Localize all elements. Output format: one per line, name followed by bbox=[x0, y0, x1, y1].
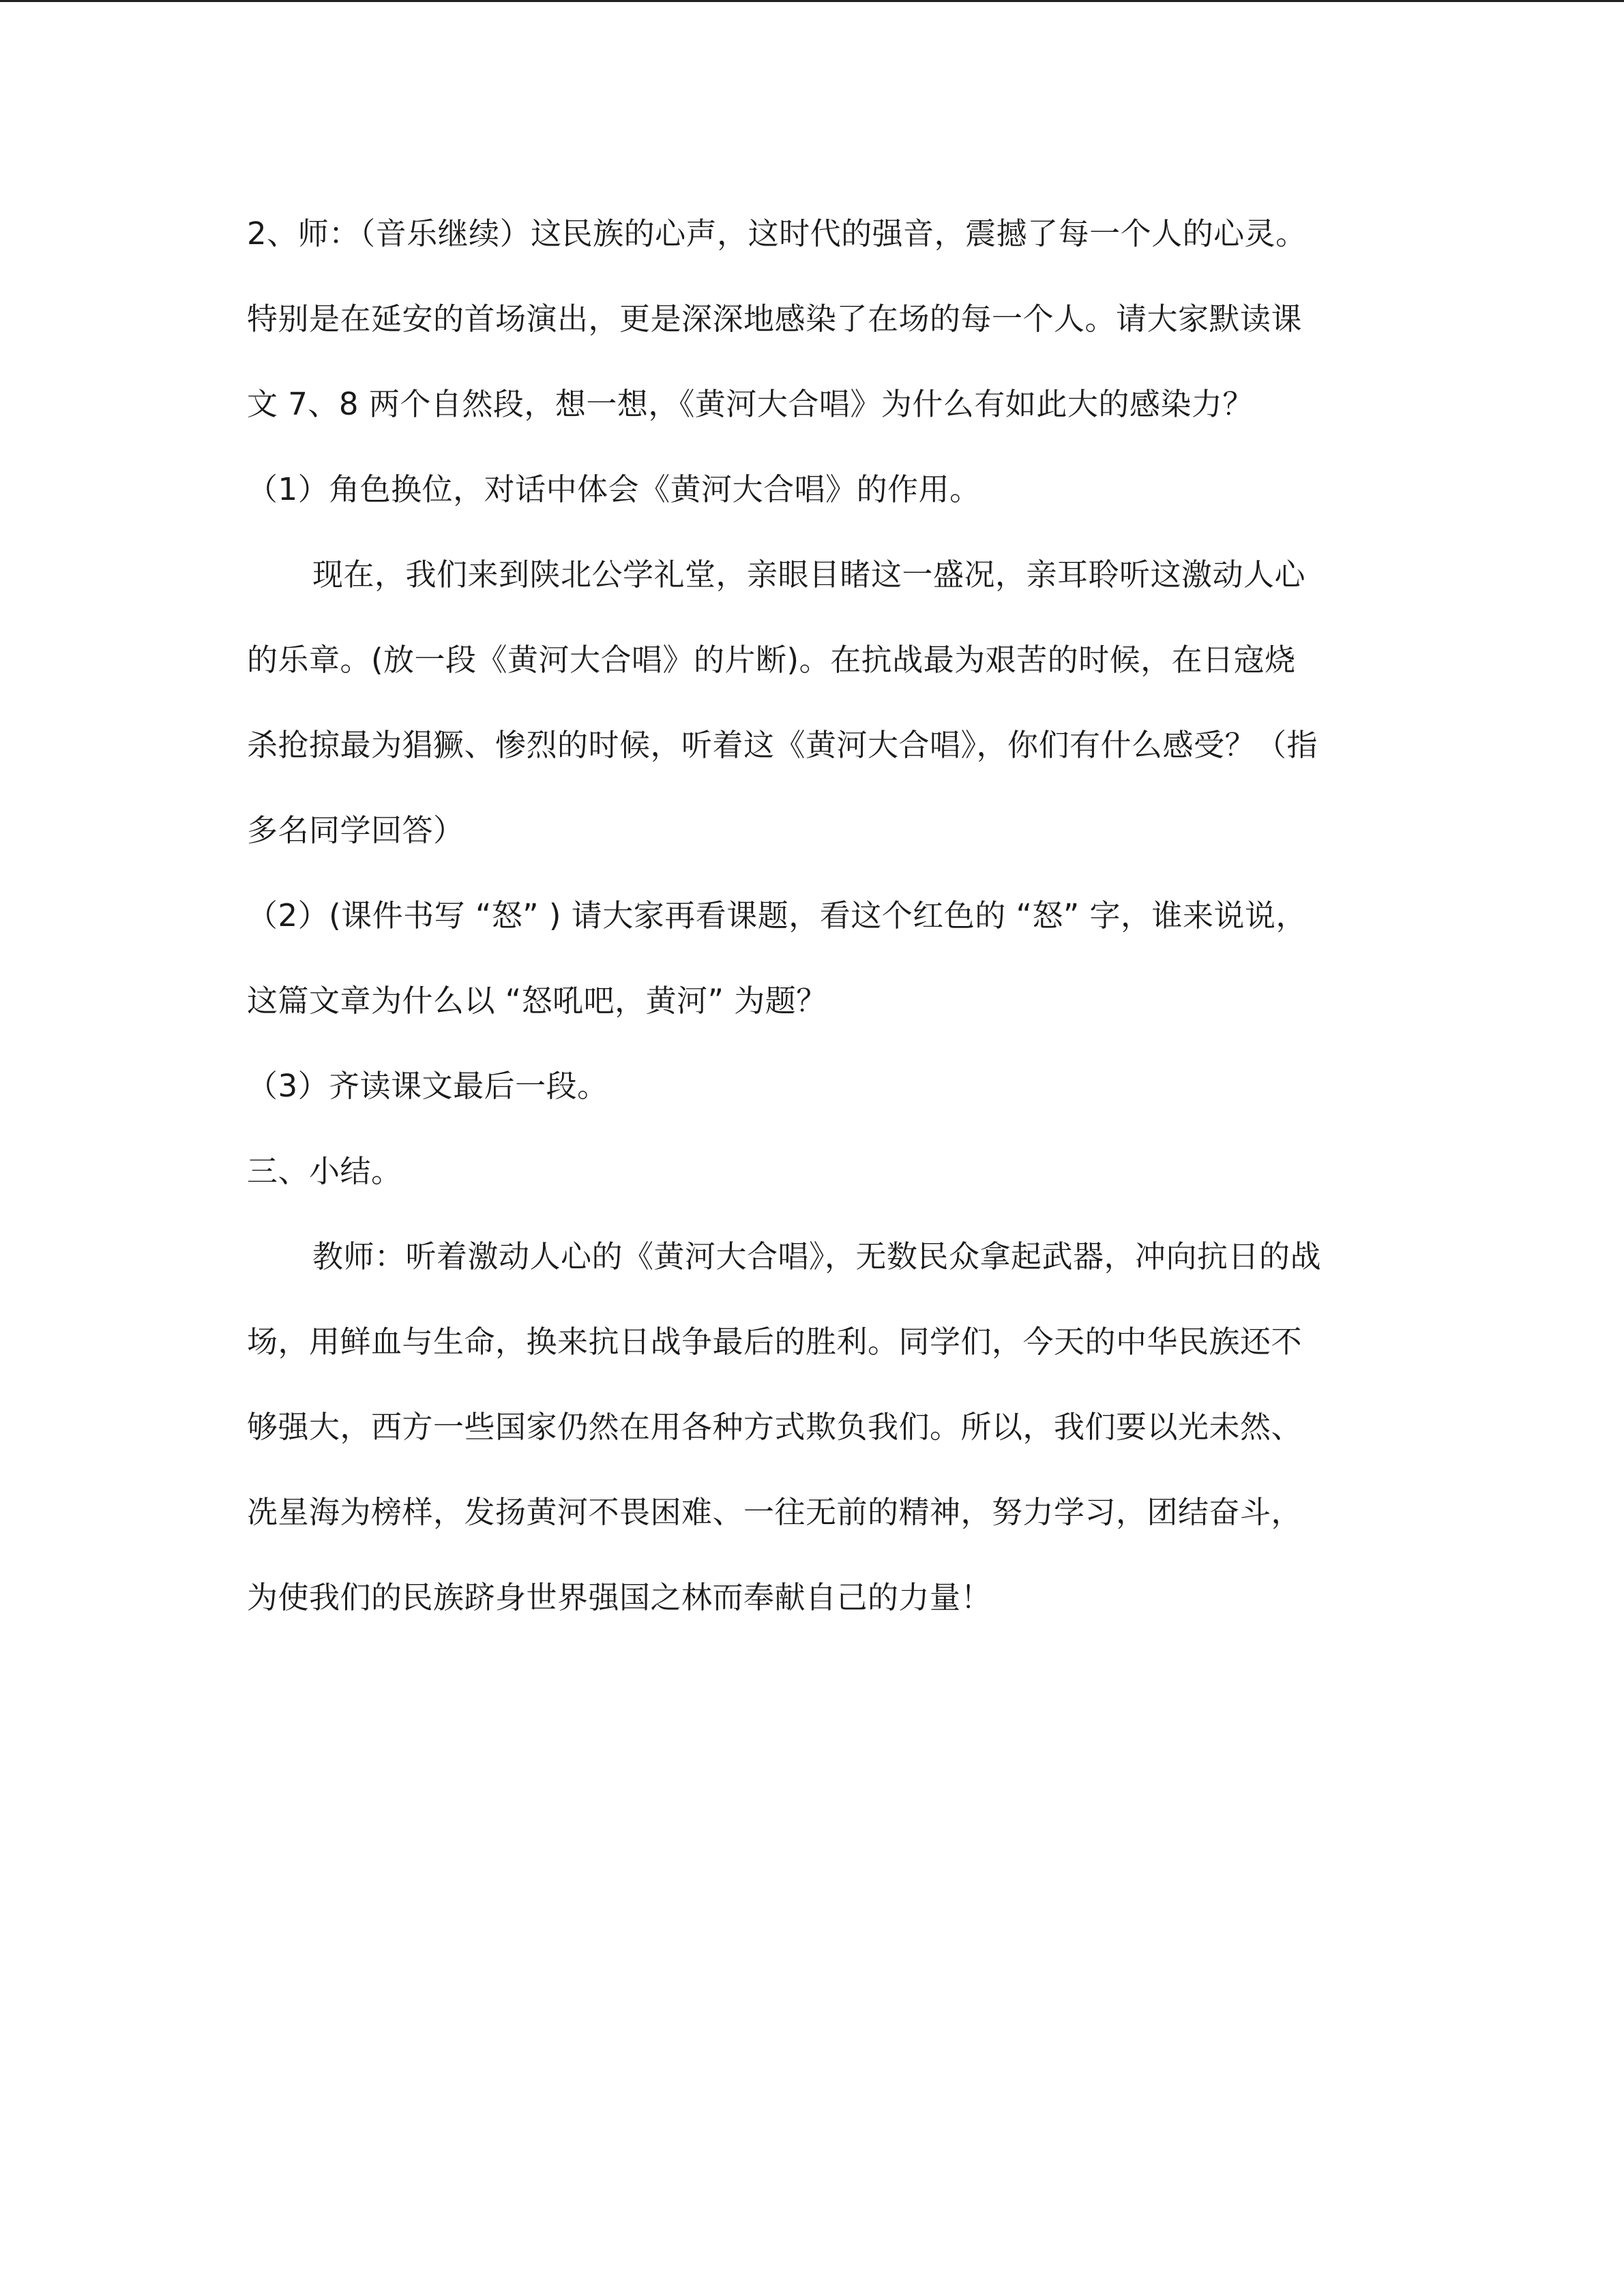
text-line: 为使我们的民族跻身世界强国之林而奉献自己的力量！ bbox=[247, 1579, 992, 1615]
text-line: （1）角色换位，对话中体会《黄河大合唱》的作用。 bbox=[247, 471, 981, 507]
text-line: 多名同学回答） bbox=[247, 812, 464, 848]
text-line: 冼星海为榜样，发扬黄河不畏困难、一往无前的精神，努力学习，团结奋斗， bbox=[247, 1494, 1303, 1530]
text-line: 够强大，西方一些国家仍然在用各种方式欺负我们。所以，我们要以光未然、 bbox=[247, 1409, 1303, 1445]
document-body bbox=[247, 213, 1386, 1663]
text-line: 教师：听着激动人心的《黄河大合唱》，无数民众拿起武器，冲向抗日的战 bbox=[312, 1238, 1322, 1274]
text-line: 特别是在延安的首场演出，更是深深地感染了在场的每一个人。请大家默读课 bbox=[247, 301, 1303, 337]
text-line: 的乐章。(放一段《黄河大合唱》的片断)。在抗战最为艰苦的时候，在日寇烧 bbox=[247, 642, 1296, 678]
text-line: 2、师：（音乐继续）这民族的心声，这时代的强音，震撼了每一个人的心灵。 bbox=[247, 215, 1307, 252]
text-line: （3）齐读课文最后一段。 bbox=[247, 1068, 608, 1104]
text-line: 杀抢掠最为猖獗、惨烈的时候，听着这《黄河大合唱》，你们有什么感受？（指 bbox=[247, 727, 1318, 763]
text-line: 这篇文章为什么以 “怒吼吧，黄河” 为题？ bbox=[247, 983, 827, 1019]
text-line: （2）(课件书写 “怒” ) 请大家再看课题，看这个红色的 “怒” 字，谁来说说， bbox=[247, 897, 1308, 934]
text-line: 文 7、8 两个自然段，想一想，《黄河大合唱》为什么有如此大的感染力？ bbox=[247, 386, 1254, 422]
text-line: 现在，我们来到陕北公学礼堂，亲眼目睹这一盛况，亲耳聆听这激动人心 bbox=[312, 556, 1306, 593]
page-top-border bbox=[0, 0, 1624, 2]
section-heading: 三、小结。 bbox=[247, 1153, 402, 1189]
text-line: 场，用鲜血与生命，换来抗日战争最后的胜利。同学们，今天的中华民族还不 bbox=[247, 1324, 1303, 1360]
